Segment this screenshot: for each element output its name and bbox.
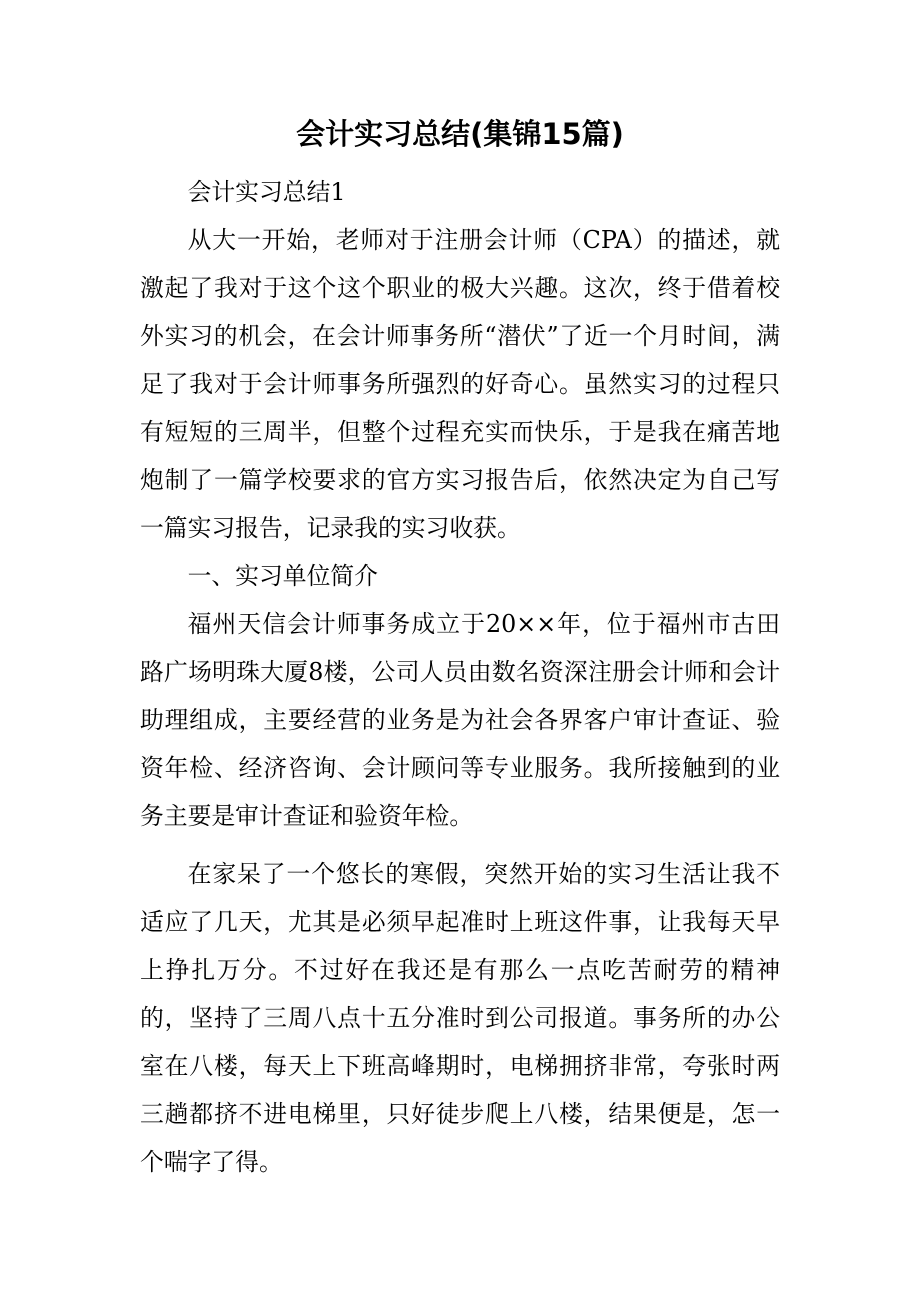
document-title: 会计实习总结(集锦15篇) — [296, 117, 624, 151]
paragraph-intro: 从大一开始，老师对于注册会计师（CPA）的描述，就激起了我对于这个这个职业的极大兴趣。这次，终于借着校外实习的机会，在会计师事务所“潜伏”了近一个月时间，满足了我对于会计师事务所强烈的好奇心。虽然实习的过程只有短短的三周半，但整个过程充实而快乐，于是我在痛苦地炮制了一篇学校要求的官方实习报告后，依然决定为自己写一篇实习报告，记录我的实习收获。 — [140, 226, 780, 542]
paragraph-experience: 在家呆了一个悠长的寒假，突然开始的实习生活让我不适应了几天，尤其是必须早起准时上班这件事，让我每天早上挣扎万分。不过好在我还是有那么一点吃苦耐劳的精神的，坚持了三周八点十五分准时到公司报道。事务所的办公室在八楼，每天上下班高峰期时，电梯拥挤非常，夸张时两三趟都挤不进电梯里，只好徒步爬上八楼，结果便是，怎一个喘字了得。 — [140, 860, 780, 1176]
document-body — [140, 168, 780, 1186]
paragraph-company: 福州天信会计师事务成立于20××年，位于福州市古田路广场明珠大厦8楼，公司人员由数名资深注册会计师和会计助理组成，主要经营的业务是为社会各界客户审计查证、验资年检、经济咨询、会计顾问等专业服务。我所接触到的业务主要是审计查证和验资年检。 — [140, 610, 780, 830]
section-heading-company: 一、实习单位简介 — [187, 562, 378, 590]
section-heading-1: 会计实习总结1 — [187, 178, 346, 206]
